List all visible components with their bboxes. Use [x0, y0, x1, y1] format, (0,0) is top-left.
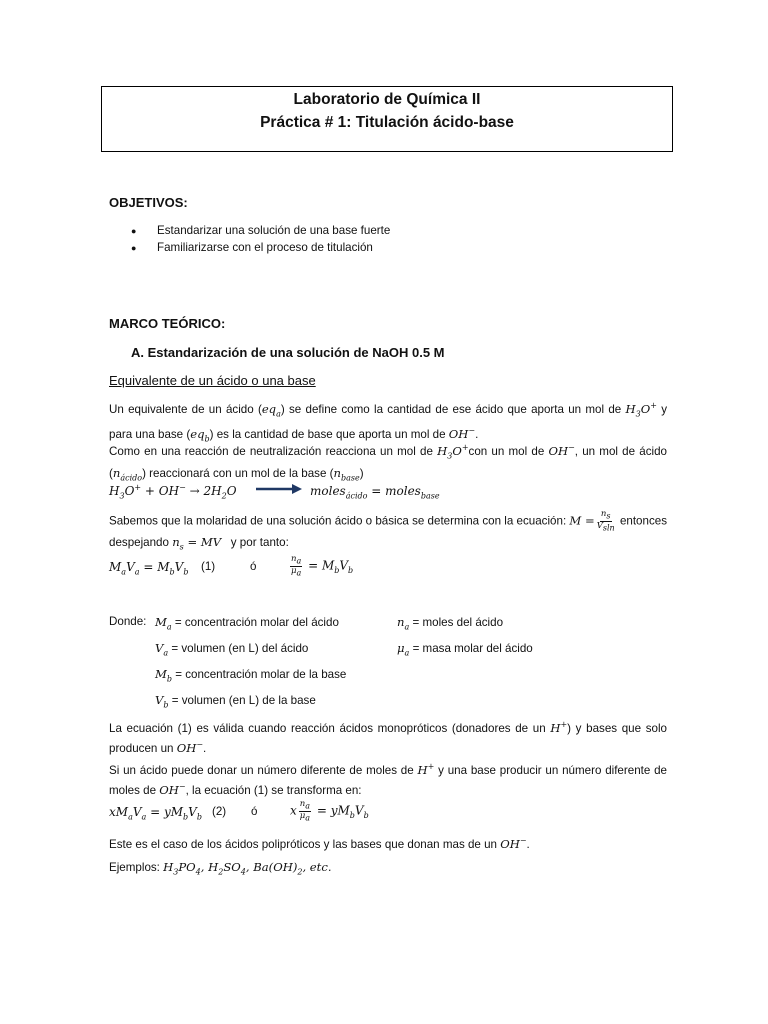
definition-mb: $M_b$ = concentración molar de la base — [155, 667, 347, 684]
section-a-heading: A. Estandarización de una solución de NaOH 0.5 M — [131, 345, 445, 360]
equation-1: $M_aV_a = M_bV_b$ — [109, 560, 189, 577]
paragraph-molarity: Sabemos que la molaridad de una solución ácido o básica se determina con la ecuación: M = $\frac{n_s}{V_{sln}}$ entonces despejando $n_s$ = MV y por tanto: — [109, 509, 667, 552]
equation-1-alt: $\frac{n_a}{\mu_a}$ = $M_bV_b$ — [290, 554, 354, 578]
paragraph-polyprotic: Este es el caso de los ácidos polipróticos y las bases que donan mas de un OH−. — [109, 836, 530, 851]
equivalent-subheading: Equivalente de un ácido o una base — [109, 373, 316, 388]
reaction-equation: $H_3O^+ + OH^- \to 2H_2O$ — [109, 483, 237, 501]
list-item: ● Familiarizarse con el proceso de titulación — [131, 240, 373, 254]
definition-vb: $V_b$ = volumen (en L) de la base — [155, 693, 316, 710]
theory-heading: MARCO TEÓRICO: — [109, 316, 226, 331]
equation-2-alt: x $\frac{n_a}{\mu_a}$ = $yM_bV_b$ — [290, 799, 369, 823]
or-text-2: ó — [251, 805, 258, 818]
paragraph-equivalent: Un equivalente de un ácido $(eq_a)$ se define como la cantidad de ese ácido que aporta un mol de $H_3O^+$ y para una base $(eq_b)$ es la cantidad de base que aporta un mol de OH−. — [109, 401, 667, 443]
or-text-1: ó — [250, 560, 257, 573]
paragraph-neutralization: Como en una reacción de neutralización reacciona un mol de $H_3O^+con$ un mol de OH−, un mol de ácido $(n_{ácido})$ reaccionará con un mol de la base $(n_{base})$ — [109, 443, 667, 482]
donde-label: Donde: — [109, 615, 147, 628]
definition-ma: $M_a$ = concentración molar del ácido — [155, 615, 339, 632]
definition-na: $n_a$ = moles del ácido — [397, 615, 504, 632]
objectives-heading: OBJETIVOS: — [109, 195, 188, 210]
definition-va: $V_a$ = volumen (en L) del ácido — [155, 641, 309, 658]
moles-equation: moles$_{ácido}$ = moles$_{base}$ — [310, 484, 440, 501]
paragraph-monoprotic: La ecuación (1) es válida cuando reacción ácidos monopróticos (donadores de un H+) y bases que solo producen un OH−. — [109, 720, 667, 756]
examples-line: Ejemplos: $H_3PO_4$, $H_2SO_4$, $Ba(OH)_2$, etc. — [109, 860, 332, 877]
equation-1-label: (1) — [201, 560, 216, 573]
equation-2-label: (2) — [212, 805, 227, 818]
practice-title: Práctica # 1: Titulación ácido-base — [260, 114, 514, 131]
lab-title: Laboratorio de Química II — [293, 91, 481, 108]
paragraph-different-moles: Si un ácido puede donar un número diferente de moles de H+ y una base producir un número diferente de moles de OH−, la ecuación (1) se transforma en: — [109, 762, 667, 798]
title-box — [101, 86, 673, 152]
definition-mua: $\mu_a$ = masa molar del ácido — [397, 641, 533, 658]
equation-2: $xM_aV_a = yM_bV_b$ — [109, 805, 202, 822]
objectives-list — [131, 223, 390, 256]
arrow-icon — [256, 483, 302, 495]
list-item: ● Estandarizar una solución de una base fuerte — [131, 224, 391, 237]
